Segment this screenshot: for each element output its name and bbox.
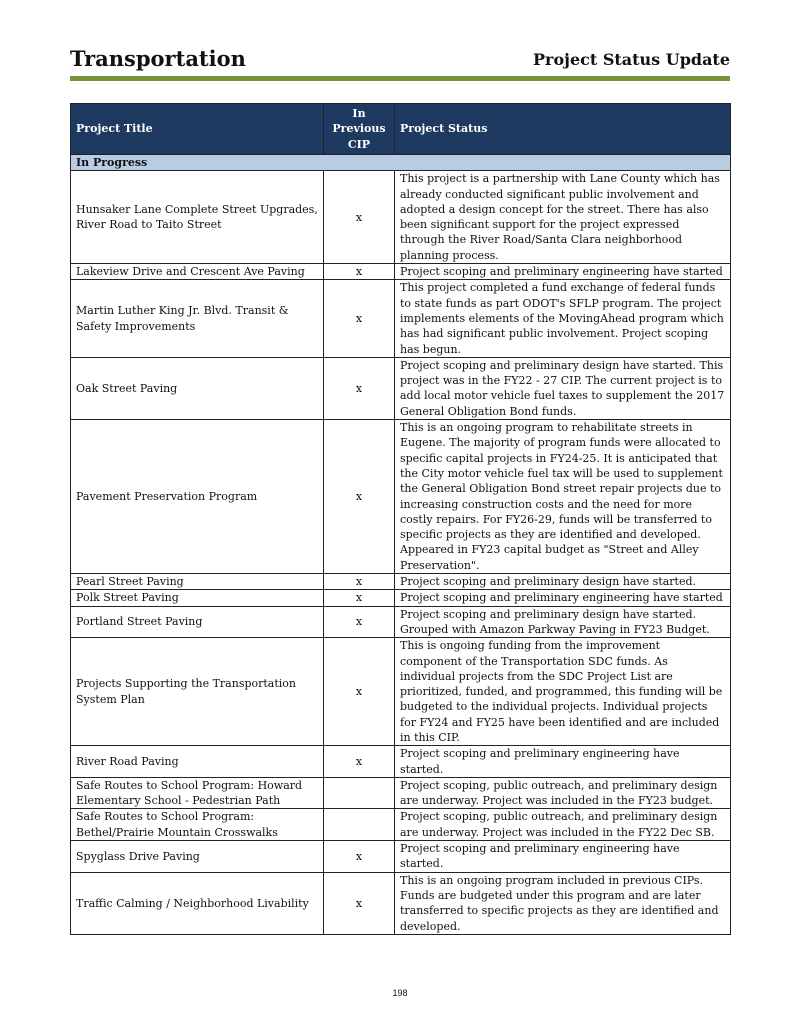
project-title-cell: River Road Paving bbox=[71, 746, 324, 778]
column-header-project-status: Project Status bbox=[395, 104, 731, 155]
page-number: 198 bbox=[392, 988, 408, 998]
in-previous-cip-cell: x bbox=[324, 574, 395, 590]
project-status-cell: Project scoping and preliminary engineering have started bbox=[395, 590, 731, 606]
project-status-cell: This is an ongoing program included in previous CIPs. Funds are budgeted under this program and are later transferred to specific projects as they are identified and developed. bbox=[395, 872, 731, 934]
project-title-cell: Projects Supporting the Transportation System Plan bbox=[71, 638, 324, 746]
project-title-cell: Safe Routes to School Program: Howard Elementary School - Pedestrian Path bbox=[71, 777, 324, 809]
in-previous-cip-cell: x bbox=[324, 280, 395, 357]
in-previous-cip-cell: x bbox=[324, 357, 395, 419]
table-header-row bbox=[71, 104, 731, 155]
project-title-cell: Portland Street Paving bbox=[71, 606, 324, 638]
table-row bbox=[71, 777, 731, 809]
column-header-project-title: Project Title bbox=[71, 104, 324, 155]
project-status-cell: Project scoping and preliminary engineering have started. bbox=[395, 841, 731, 873]
in-previous-cip-cell: x bbox=[324, 638, 395, 746]
in-previous-cip-cell: x bbox=[324, 590, 395, 606]
table-row bbox=[71, 280, 731, 357]
project-title-cell: Safe Routes to School Program: Bethel/Prairie Mountain Crosswalks bbox=[71, 809, 324, 841]
project-status-cell: This is ongoing funding from the improvement component of the Transportation SDC funds. As individual projects from the SDC Project List are prioritized, funded, and programmed, this funding will be budgeted to the individual projects. Individual projects for FY24 and FY25 have been identified and are included in this CIP. bbox=[395, 638, 731, 746]
project-status-cell: This is an ongoing program to rehabilitate streets in Eugene. The majority of program funds were allocated to specific capital projects in FY24-25. It is anticipated that the City motor vehicle fuel tax will be used to supplement the General Obligation Bond street repair projects due to increasing construction costs and the need for more costly repairs. For FY26-29, funds will be transferred to specific projects as they are identified and developed. Appeared in FY23 capital budget as "Street and Alley Preservation". bbox=[395, 420, 731, 574]
project-status-cell: Project scoping, public outreach, and preliminary design are underway. Project was included in the FY23 budget. bbox=[395, 777, 731, 809]
table-row bbox=[71, 357, 731, 419]
table-row bbox=[71, 171, 731, 264]
project-status-cell: Project scoping and preliminary engineering have started bbox=[395, 264, 731, 280]
table-row bbox=[71, 638, 731, 746]
project-title-cell: Traffic Calming / Neighborhood Livability bbox=[71, 872, 324, 934]
in-previous-cip-cell: x bbox=[324, 171, 395, 264]
in-previous-cip-cell: x bbox=[324, 264, 395, 280]
header-divider bbox=[70, 76, 730, 81]
column-header-in-previous-cip: In Previous CIP bbox=[324, 104, 395, 155]
in-previous-cip-cell bbox=[324, 777, 395, 809]
project-status-cell: Project scoping and preliminary design have started. This project was in the FY22 - 27 CIP. The current project is to add local motor vehicle fuel taxes to supplement the 2017 General Obligation Bond funds. bbox=[395, 357, 731, 419]
in-previous-cip-cell: x bbox=[324, 746, 395, 778]
table-row bbox=[71, 872, 731, 934]
project-status-cell: This project is a partnership with Lane County which has already conducted significant public involvement and adopted a design concept for the street. There has also been significant support for the project expressed through the River Road/Santa Clara neighborhood planning process. bbox=[395, 171, 731, 264]
project-status-cell: Project scoping and preliminary design have started. bbox=[395, 574, 731, 590]
project-status-table bbox=[70, 103, 731, 935]
project-title-cell: Oak Street Paving bbox=[71, 357, 324, 419]
project-status-cell: Project scoping and preliminary engineering have started. bbox=[395, 746, 731, 778]
page-subtitle: Project Status Update bbox=[533, 50, 730, 69]
table-body bbox=[71, 155, 731, 935]
in-previous-cip-cell: x bbox=[324, 841, 395, 873]
project-title-cell: Pearl Street Paving bbox=[71, 574, 324, 590]
in-previous-cip-cell: x bbox=[324, 606, 395, 638]
table-row bbox=[71, 841, 731, 873]
table-row bbox=[71, 420, 731, 574]
page-header bbox=[70, 46, 730, 74]
project-title-cell: Pavement Preservation Program bbox=[71, 420, 324, 574]
project-title-cell: Martin Luther King Jr. Blvd. Transit & Safety Improvements bbox=[71, 280, 324, 357]
project-title-cell: Polk Street Paving bbox=[71, 590, 324, 606]
table-row bbox=[71, 264, 731, 280]
project-title-cell: Lakeview Drive and Crescent Ave Paving bbox=[71, 264, 324, 280]
table-row bbox=[71, 590, 731, 606]
table-row bbox=[71, 574, 731, 590]
table-row bbox=[71, 746, 731, 778]
project-title-cell: Hunsaker Lane Complete Street Upgrades, River Road to Taito Street bbox=[71, 171, 324, 264]
in-previous-cip-cell: x bbox=[324, 872, 395, 934]
project-title-cell: Spyglass Drive Paving bbox=[71, 841, 324, 873]
section-row-in-progress bbox=[71, 155, 731, 171]
project-status-cell: This project completed a fund exchange of federal funds to state funds as part ODOT's SFLP program. The project implements elements of the MovingAhead program which has had significant public involvement. Project scoping has begun. bbox=[395, 280, 731, 357]
in-previous-cip-cell: x bbox=[324, 420, 395, 574]
table-row bbox=[71, 606, 731, 638]
section-title: Transportation bbox=[70, 46, 246, 71]
in-previous-cip-cell bbox=[324, 809, 395, 841]
project-status-cell: Project scoping and preliminary design have started. Grouped with Amazon Parkway Paving in FY23 Budget. bbox=[395, 606, 731, 638]
table-row bbox=[71, 809, 731, 841]
section-label: In Progress bbox=[71, 155, 731, 171]
project-status-cell: Project scoping, public outreach, and preliminary design are underway. Project was included in the FY22 Dec SB. bbox=[395, 809, 731, 841]
